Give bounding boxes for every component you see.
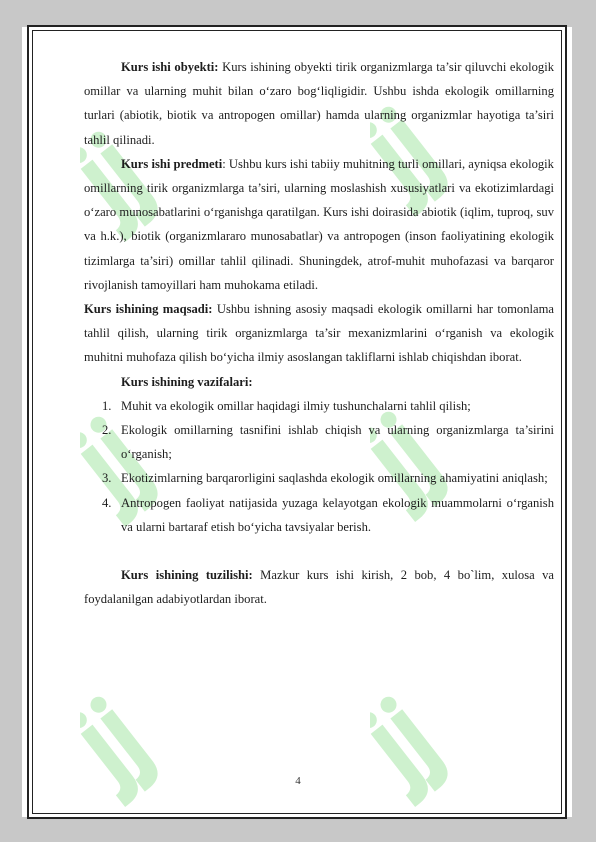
list-item (84, 394, 554, 418)
object-paragraph (84, 55, 554, 152)
list-item-text: Antropogen faoliyat natijasida yuzaga kelayotgan ekologik muammolarni o‘rganish va ularni bartaraf etish bo‘yicha tavsiyalar berish. (121, 495, 554, 534)
structure-label: Kurs ishining tuzilishi: (121, 568, 253, 583)
tasks-heading-text: Kurs ishining vazifalari: (121, 374, 253, 389)
list-item (84, 418, 554, 466)
structure-text: Mazkur kurs ishi kirish, 2 bob, 4 bo`lim, xulosa va foydalanilgan adabiyotlardan iborat. (84, 568, 554, 607)
list-item-text: Ekotizimlarning barqarorligini saqlashda ekologik omillarning ahamiyatini aniqlash; (121, 471, 548, 486)
list-item-text: Muhit va ekologik omillar haqidagi ilmiy tushunchalarni tahlil qilish; (121, 398, 471, 413)
subject-text: : Ushbu kurs ishi tabiiy muhitning turli omillari, ayniqsa ekologik omillarning tirik organizmlarga ta’siri, ularning moslashish xususiyatlari va ekotizimlardagi o‘zaro munosabatlarini o‘rganishga qaratilgan. Kurs ishi doirasida abiotik (iqlim, tuproq, suv va h.k.), biotik (organizmlararo munosabatlar) va antropogen (inson faoliyatining ekologik tizimlarga ta’siri) omillar tahlil qilinadi. Shuningdek, atrof-muhit muhofazasi va barqaror rivojlanish tamoyillari ham muhokama etiladi. (84, 156, 554, 292)
subject-paragraph (84, 152, 554, 297)
page-number: 4 (295, 775, 301, 787)
spacer (84, 539, 554, 563)
object-text: Kurs ishining obyekti tirik organizmlarga ta’sir qiluvchi ekologik omillar va ularning muhit bilan o‘zaro bog‘liqligidir. Ushbu ishda ekologik omillarning turlari (abiotik, biotik va antropogen omillar) hamda ularning organizmlar hayotiga ta’siri tahlil qilinadi. (84, 60, 554, 147)
goal-paragraph (84, 297, 554, 370)
subject-label: Kurs ishi predmeti (121, 156, 223, 171)
tasks-heading (84, 370, 554, 394)
list-item (84, 491, 554, 539)
goal-text: Ushbu ishning asosiy maqsadi ekologik omillarni har tomonlama tahlil qilish, ularning tirik organizmlarga ta’sir mexanizmlarini o‘rganish va ekologik muhitni muhofaza qilish bo‘yicha ilmiy asoslangan takliflarni ishlab chiqishdan iborat. (84, 302, 554, 365)
structure-paragraph (84, 563, 554, 611)
list-item (84, 466, 554, 490)
object-label: Kurs ishi obyekti: (121, 60, 219, 74)
list-item-number: 4. (102, 495, 112, 510)
list-item-text: Ekologik omillarning tasnifini ishlab chiqish va ularning organizmlarga ta’sirini o‘rganish; (121, 423, 554, 462)
document-body (84, 55, 554, 611)
list-item-number: 2. (102, 423, 112, 438)
list-item-number: 1. (102, 398, 112, 413)
goal-label: Kurs ishining maqsadi: (84, 302, 213, 317)
list-item-number: 3. (102, 471, 112, 486)
tasks-list (84, 394, 554, 539)
